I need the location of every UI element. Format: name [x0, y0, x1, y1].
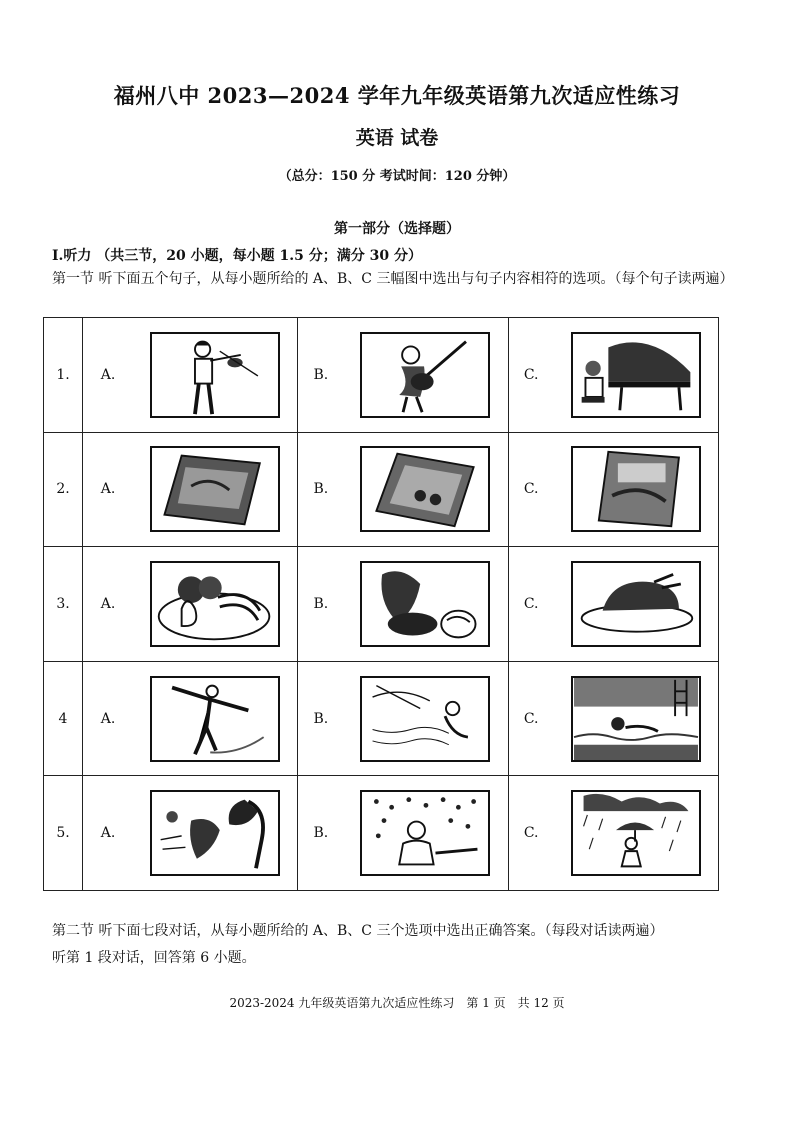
option-picture-cell[interactable] — [343, 432, 508, 547]
section2-instruction: 第二节 听下面七段对话，从每小题所给的 A、B、C 三个选项中选出正确答案。（每段对话读两遍） — [52, 923, 664, 939]
option-picture-cell[interactable] — [554, 661, 719, 776]
swimmer-picture[interactable] — [571, 676, 701, 762]
fruit-plate-picture[interactable] — [150, 561, 280, 647]
section1-heading: I.听力 （共三节，20 小题，每小题 1.5 分；满分 30 分） — [52, 248, 422, 264]
exam-meta: （总分：150 分 考试时间：120 分钟） — [278, 169, 516, 184]
question-row — [44, 547, 719, 662]
snowy-picture[interactable] — [360, 790, 490, 876]
vegetables-picture[interactable] — [360, 561, 490, 647]
part-heading: 第一部分（选择题） — [334, 221, 460, 237]
page-subtitle: 英语 试卷 — [355, 127, 439, 149]
option-label: A. — [83, 776, 134, 891]
option-picture-cell[interactable] — [554, 547, 719, 662]
roast-meat-picture[interactable] — [571, 561, 701, 647]
book-b-picture[interactable] — [360, 446, 490, 532]
option-label: B. — [298, 432, 344, 547]
option-picture-cell[interactable] — [554, 776, 719, 891]
option-picture-cell[interactable] — [133, 318, 298, 433]
option-picture-cell[interactable] — [343, 661, 508, 776]
fishing-picture[interactable] — [360, 676, 490, 762]
question-number: 3. — [44, 547, 83, 662]
skater-picture[interactable] — [150, 676, 280, 762]
option-label: B. — [298, 776, 344, 891]
question-number: 5. — [44, 776, 83, 891]
violin-player-picture[interactable] — [150, 332, 280, 418]
section1-instruction: 第一节 听下面五个句子，从每小题所给的 A、B、C 三幅图中选出与句子内容相符的选项。（每个句子读两遍） — [52, 271, 734, 287]
section2-subinstruction: 听第 1 段对话，回答第 6 小题。 — [52, 950, 256, 966]
question-number: 1. — [44, 318, 83, 433]
option-picture-cell[interactable] — [133, 432, 298, 547]
option-label: C. — [508, 318, 554, 433]
option-label: C. — [508, 432, 554, 547]
option-picture-cell[interactable] — [343, 547, 508, 662]
option-label: A. — [83, 661, 134, 776]
option-label: A. — [83, 432, 134, 547]
guitar-player-picture[interactable] — [360, 332, 490, 418]
option-label: B. — [298, 661, 344, 776]
option-label: B. — [298, 547, 344, 662]
option-picture-cell[interactable] — [343, 776, 508, 891]
option-label: C. — [508, 547, 554, 662]
option-label: C. — [508, 776, 554, 891]
option-label: B. — [298, 318, 344, 433]
picture-question-table — [43, 317, 719, 891]
option-picture-cell[interactable] — [554, 318, 719, 433]
option-picture-cell[interactable] — [343, 318, 508, 433]
option-label: A. — [83, 547, 134, 662]
option-label: A. — [83, 318, 134, 433]
page-title: 福州八中 2023—2024 学年九年级英语第九次适应性练习 — [113, 83, 681, 108]
rainy-picture[interactable] — [571, 790, 701, 876]
windy-picture[interactable] — [150, 790, 280, 876]
option-picture-cell[interactable] — [133, 776, 298, 891]
book-a-picture[interactable] — [150, 446, 280, 532]
option-picture-cell[interactable] — [133, 661, 298, 776]
option-label: C. — [508, 661, 554, 776]
question-row — [44, 661, 719, 776]
option-picture-cell[interactable] — [554, 432, 719, 547]
question-row — [44, 432, 719, 547]
piano-player-picture[interactable] — [571, 332, 701, 418]
section2-instruction-block — [52, 918, 752, 972]
question-number: 2. — [44, 432, 83, 547]
book-c-picture[interactable] — [571, 446, 701, 532]
question-row — [44, 776, 719, 891]
question-number: 4 — [44, 661, 83, 776]
question-row — [44, 318, 719, 433]
option-picture-cell[interactable] — [133, 547, 298, 662]
page-footer: 2023-2024 九年级英语第九次适应性练习 第 1 页 共 12 页 — [229, 996, 565, 1010]
